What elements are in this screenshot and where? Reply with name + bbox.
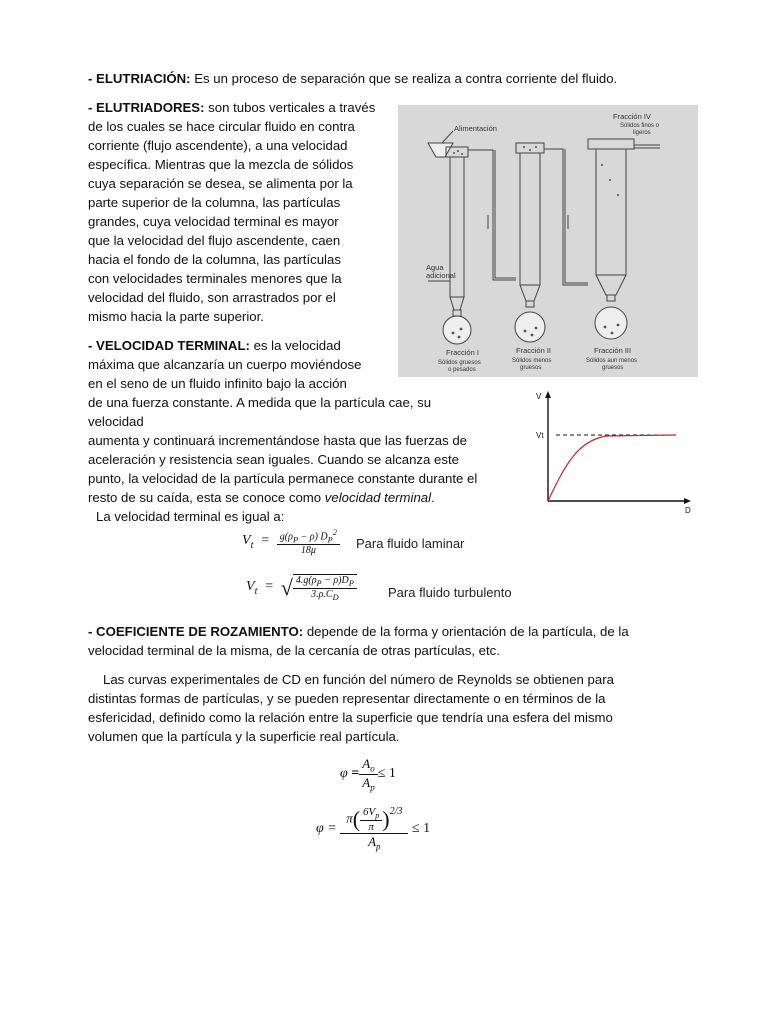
diagram-label-fraccion-3-desc: Sólidos aun menos <box>586 358 638 364</box>
elutriadores-paragraph <box>88 98 398 326</box>
diagram-label-fraccion-2-desc2: gruesos <box>520 365 542 371</box>
curvas-paragraph <box>88 670 708 746</box>
velocidad-line-9b: velocidad terminal <box>324 490 432 505</box>
velocidad-line-3: en el seno de un fluido infinito bajo la acción <box>88 376 347 391</box>
equation-esfericidad-2: φ = π( $\frac{6V_p}{\pi}$ )$^{2/3}$ $A_p$ ≤ 1 <box>316 806 431 852</box>
elutriadores-line: específica. Mientras que la mezcla de sólidos <box>88 157 354 172</box>
elutriadores-line: que la velocidad del flujo ascendente, caen <box>88 233 341 248</box>
velocidad-line-8: punto, la velocidad de la partícula permanece constante durante el <box>88 471 478 486</box>
elutriadores-line: con velocidades terminales menores que la <box>88 271 342 286</box>
curvas-line: volumen que la partícula y la superficie real partícula. <box>88 729 400 744</box>
diagram-label-fraccion-3-desc2: gruesos <box>602 365 624 371</box>
diagram-label-fraccion-3: Fracción III <box>594 346 632 355</box>
elutriadores-line: corriente (flujo ascendente), a una velocidad <box>88 138 348 153</box>
elutriadores-line: velocidad del fluido, son arrastrados por el <box>88 290 336 305</box>
elutriadores-line: de los cuales se hace circular fluido en contra <box>88 119 355 134</box>
elutriadores-line: grandes, cuya velocidad terminal es mayor <box>88 214 339 229</box>
elutriadores-line: mismo hacia la parte superior. <box>88 309 264 324</box>
velocidad-line-4a: de una fuerza constante. <box>88 395 234 410</box>
curvas-line: distintas formas de partículas, y se pueden representar directamente o en términos de la <box>88 691 606 706</box>
velocity-graph <box>528 385 703 520</box>
coeficiente-line-1: depende de la forma y orientación de la partícula, de la <box>303 624 629 639</box>
diagram-label-adicional: adicional <box>426 271 456 280</box>
graph-y-label: V <box>536 392 542 401</box>
velocidad-line-2: máxima que alcanzaría un cuerpo moviéndose <box>88 357 362 372</box>
elutriadores-line: hacia el fondo de la columna, las partículas <box>88 252 341 267</box>
velocidad-line-6: aumenta y continuará incrementándose hasta que las fuerzas de <box>88 433 468 448</box>
equation-laminar: $V_t$ = $\frac{g(\rho_P - \rho) D_P^2}{18\mu}$ <box>242 528 340 556</box>
equation-turbulento-label: Para fluido turbulento <box>388 585 512 600</box>
equation-laminar-label: Para fluido laminar <box>356 536 465 551</box>
graph-x-label: D <box>685 506 691 515</box>
equation-esfericidad-1: φ = $\frac{A_o}{A_p}$ ≤ 1 <box>340 756 396 793</box>
elutriacion-text: Es un proceso de separación que se realiza a contra corriente del fluido. <box>190 71 618 86</box>
coeficiente-paragraph <box>88 622 688 660</box>
coeficiente-line-2: velocidad terminal de la misma, de la cercanía de otras partículas, etc. <box>88 643 500 658</box>
graph-vt-label: Vt <box>536 431 544 440</box>
elutriacion-paragraph <box>88 69 617 88</box>
velocidad-line-1: es la velocidad <box>249 338 341 353</box>
curvas-line: Las curvas experimentales de CD en función del número de Reynolds se obtienen para <box>103 672 614 687</box>
velocidad-line-9c: . <box>431 490 435 505</box>
diagram-label-fraccion-4-desc2: ligeros <box>633 130 651 136</box>
velocidad-line-4b: A medida que la partícula cae, su <box>233 395 432 410</box>
diagram-label-fraccion-1-desc2: o pesados <box>448 367 476 373</box>
velocidad-terminal-paragraph <box>88 336 518 526</box>
velocidad-terminal-title: - VELOCIDAD TERMINAL: <box>88 338 250 353</box>
diagram-label-fraccion-1: Fracción I <box>446 348 479 357</box>
diagram-label-fraccion-4-desc: Sólidos finos o <box>620 123 660 129</box>
diagram-label-agua: Agua <box>426 263 444 272</box>
elutriadores-title: - ELUTRIADORES: <box>88 100 205 115</box>
coeficiente-title: - COEFICIENTE DE ROZAMIENTO: <box>88 624 304 639</box>
diagram-label-fraccion-1-desc: Sólidos gruesos <box>438 360 481 366</box>
diagram-label-fraccion-2-desc: Sólidos menos <box>512 358 552 364</box>
elutriacion-title: - ELUTRIACIÓN: <box>88 71 191 86</box>
curvas-line: esfericidad, definido como la relación entre la superficie que tendría una esfera del mismo <box>88 710 613 725</box>
diagram-label-alimentacion: Alimentación <box>454 124 497 133</box>
diagram-label-fraccion-2: Fracción II <box>516 346 552 355</box>
diagram-label-fraccion-4: Fracción IV <box>613 112 651 121</box>
elutriadores-line: parte superior de la columna, las partículas <box>88 195 341 210</box>
velocidad-line-7: aceleración y resistencia sean iguales. Cuando se alcanza este <box>88 452 459 467</box>
elutriadores-line-1: son tubos verticales a través <box>204 100 376 115</box>
equation-turbulento: $V_t$ = √ $\frac{4.g(\rho_P - \rho)D_P}{3.\rho.C_D}$ <box>246 574 357 602</box>
velocidad-line-5: velocidad <box>88 414 144 429</box>
elutriadores-line: cuya separación se desea, se alimenta por la <box>88 176 353 191</box>
velocidad-line-10: La velocidad terminal es igual a: <box>96 509 285 524</box>
velocidad-line-9a: resto de su caída, esta se conoce como <box>88 490 325 505</box>
